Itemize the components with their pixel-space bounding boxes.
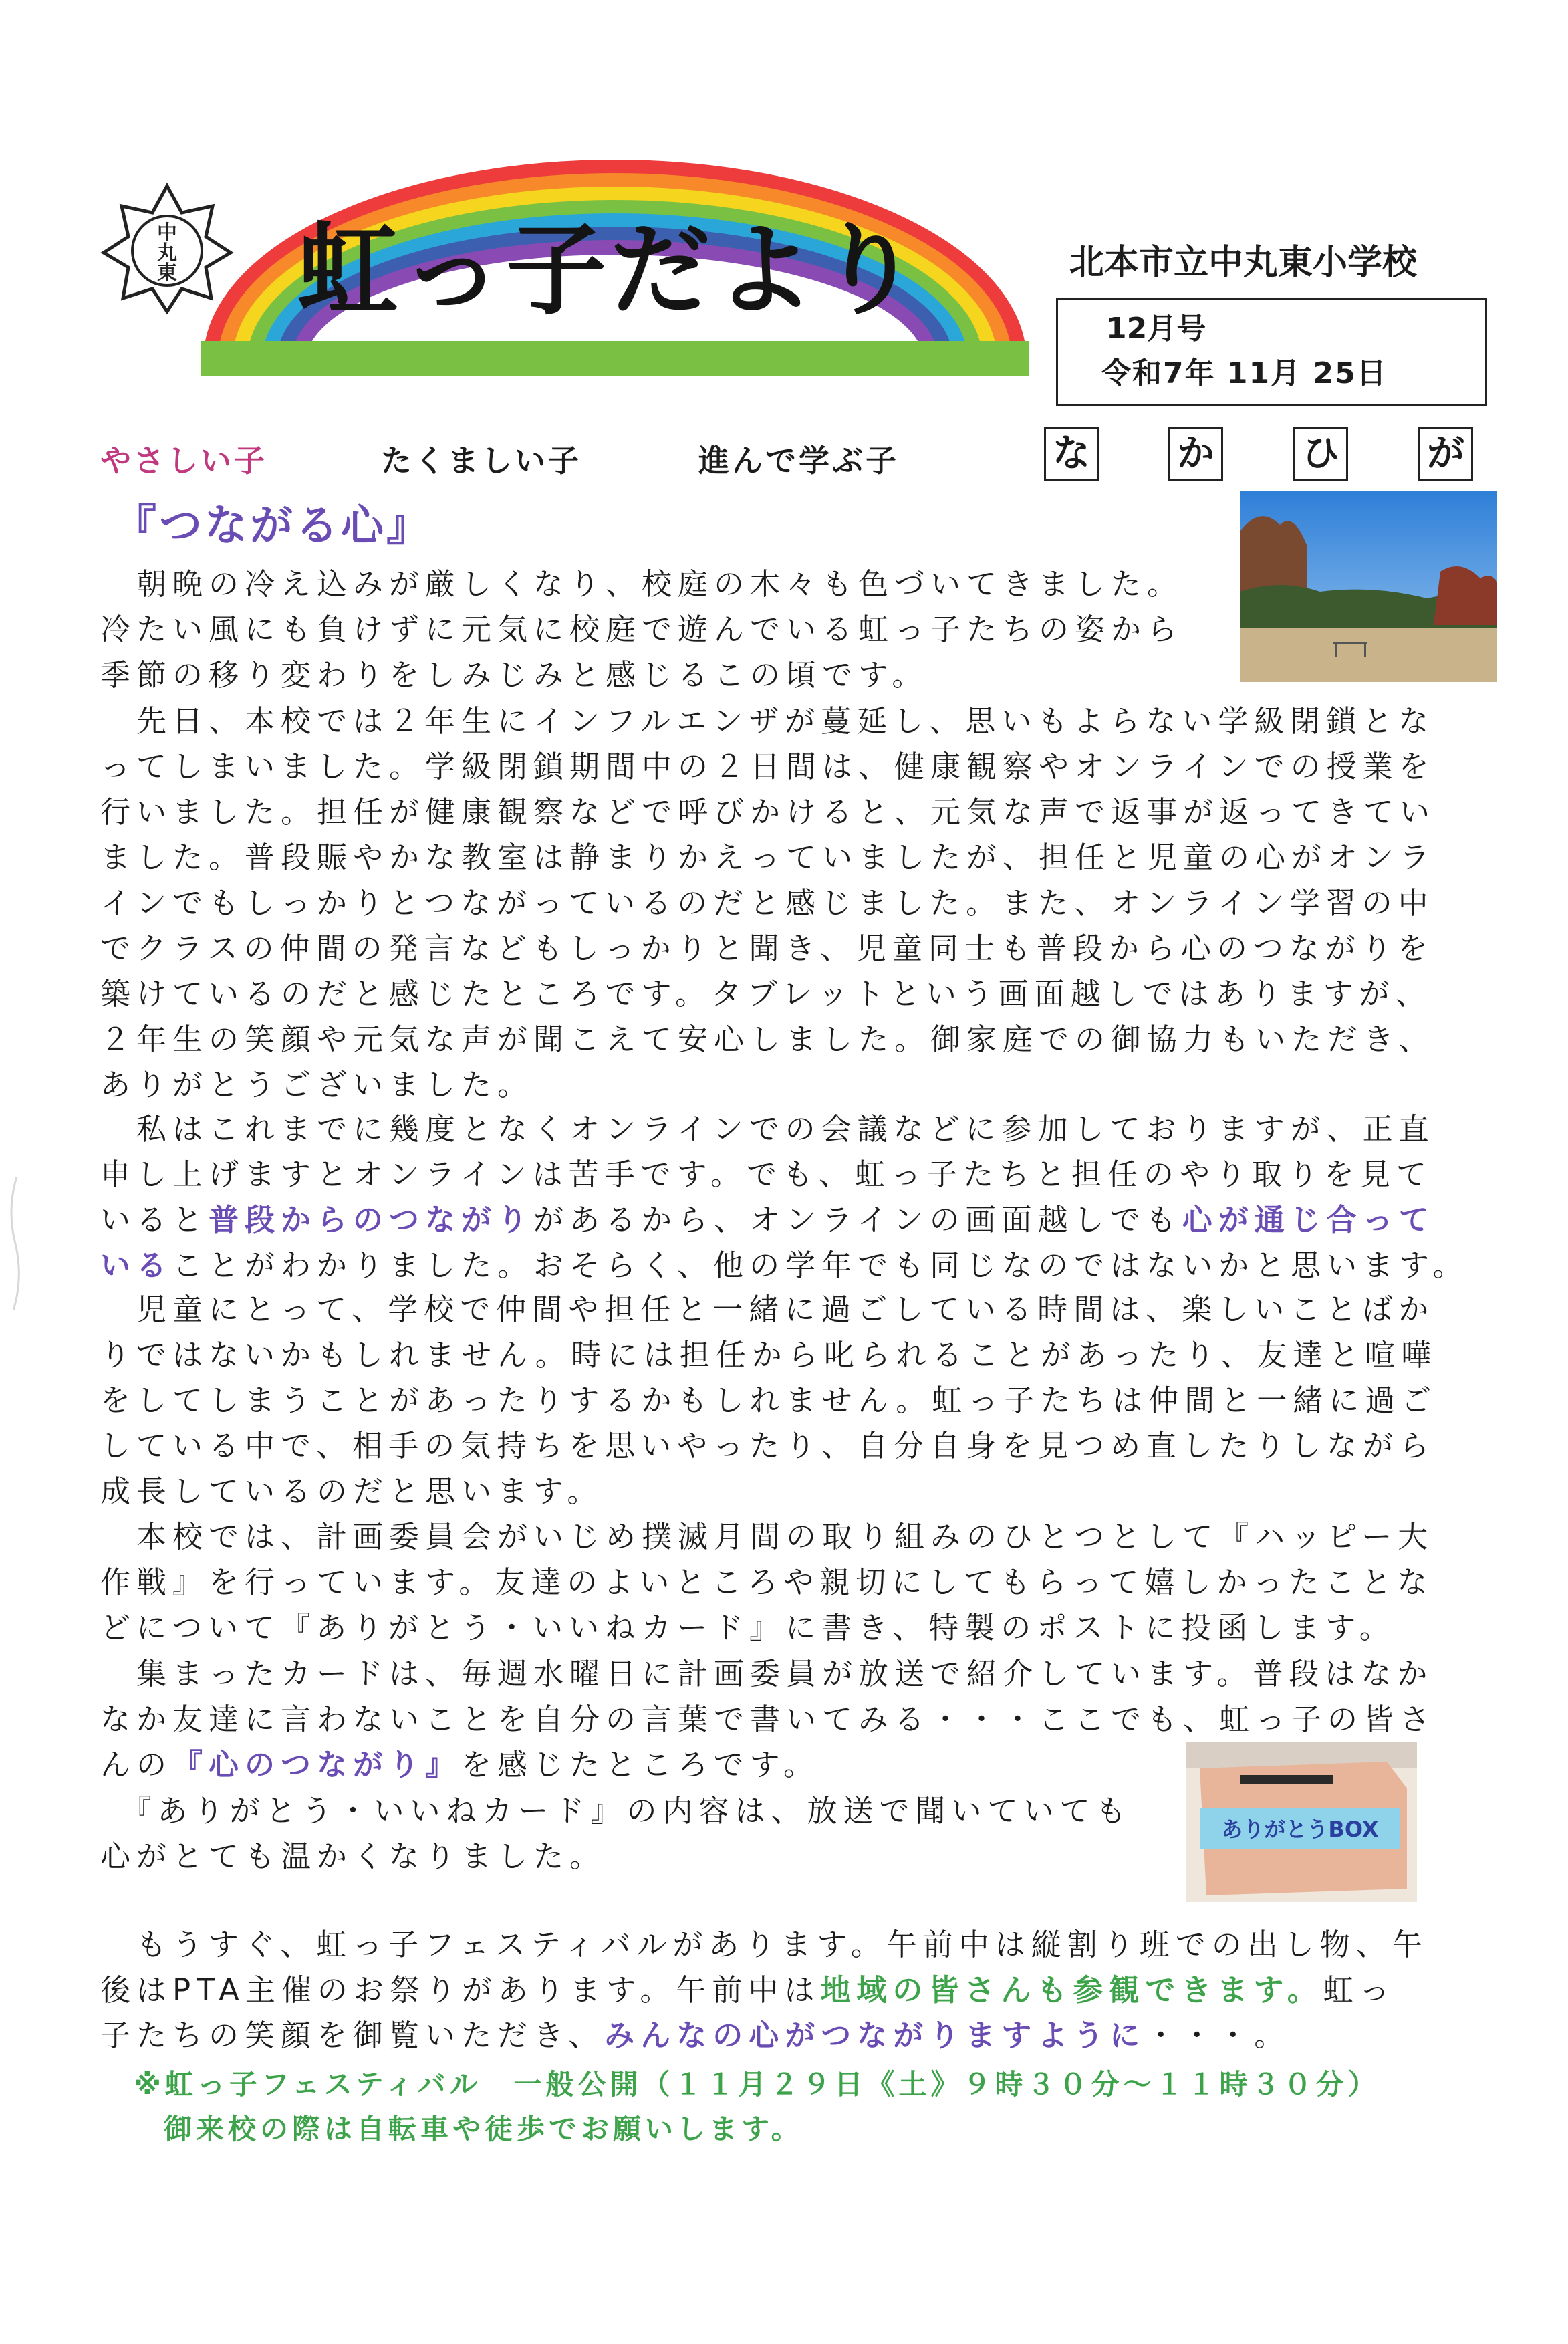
highlight-hearts-wish: みんなの心がつながりますように xyxy=(604,2018,1146,2053)
newsletter-title: 虹っ子だより xyxy=(297,213,924,329)
highlight-heart-connection: 『心のつながり』 xyxy=(172,1747,462,1782)
paragraph-4: 児童にとって、学校で仲間や担任と一緒に過ごしている時間は、楽しいことばか りではないかもしれません。時には担任から叱られることがあったり、友達と喧嘩 をしてしまうことがあったりするかもしれません。虹っ子たちは仲間と一緒に過ご している中で、相手の気持ちを思いやったり、自分自身を見つめ直したりしながら 成長しているのだと思います。 xyxy=(100,1292,1438,1509)
scan-edge-mark xyxy=(3,1177,30,1310)
paragraph-3: 私はこれまでに幾度となくオンラインでの会議などに参加しておりますが、正直 申し上げますとオンラインは苦手です。でも、虹っ子たちと担任のやり取りを見て いると普段からのつながりがあるから、オンラインの画面越しでも心が通じ合って いることがわかりました。おそらく、他の学年でも同じなのではないかと思います。 xyxy=(100,1111,1469,1283)
nakahiga-box-na: な xyxy=(1044,427,1099,481)
arigatou-box-photo xyxy=(1186,1742,1417,1902)
highlight-everyday-connection: 普段からのつながり xyxy=(209,1202,534,1238)
paragraph-1: 朝晩の冷え込みが厳しくなり、校庭の木々も色づいてきました。 冷たい風にも負けずに元気に校庭で遊んでいる虹っ子たちの姿から 季節の移り変わりをしみじみと感じるこの頃です。 xyxy=(100,566,1184,693)
festival-note: ※虹っ子フェスティバル 一般公開（１１月２９日《土》９時３０分～１１時３０分） xyxy=(134,2068,1380,2101)
visit-note: 御来校の際は自転車や徒歩でお願いします。 xyxy=(164,2113,803,2145)
paragraph-2: 先日、本校では２年生にインフルエンザが蔓延し、思いもよらない学級閉鎖とな ってしまいました。学級閉鎖期間中の２日間は、健康観察やオンラインでの授業を 行いました。担任が健康観察などで呼びかけると、元気な声で返事が返ってきてい ました。普段賑やかな教室は静まりかえっていましたが、担任と児童の心がオンラ インでもしっかりとつながっているのだと感じました。また、オンライン学習の中 でクラスの仲間の発言などもしっかりと聞き、児童同士も普段から心のつながりを 築けているのだと感じたところです。タブレットという画面越しではありますが、 ２年生の笑顔や元気な声が聞こえて安心しました。御家庭での御協力もいただき、 ありがとうございました。 xyxy=(100,703,1436,1102)
highlight-hearts-connect: 心が通じ合って xyxy=(1182,1202,1435,1238)
nakahiga-box-hi: ひ xyxy=(1293,427,1348,481)
section-title: 『つながる心』 xyxy=(114,501,432,551)
nakahiga-box-ga: が xyxy=(1418,427,1473,481)
paragraph-5: 本校では、計画委員会がいじめ撲滅月間の取り組みのひとつとして『ハッピー大 作戦』を行っています。友達のよいところや親切にしてもらって嬉しかったことな どについて『ありがとう・いいねカード』に書き、特製のポストに投函します。 xyxy=(100,1519,1434,1645)
svg-text:丸: 丸 xyxy=(157,241,177,265)
nakahiga-box-ka: か xyxy=(1168,427,1223,481)
box-sign-label: ありがとうBOX xyxy=(1221,1816,1379,1842)
issue-number: 12月号 xyxy=(1106,312,1206,346)
highlight-community-visit: 地域の皆さんも参観できます。 xyxy=(820,1972,1323,2008)
school-name: 北本市立中丸東小学校 xyxy=(1069,243,1418,283)
svg-text:東: 東 xyxy=(157,261,177,285)
issue-date: 令和7年 11月 25日 xyxy=(1101,356,1388,390)
motto-strong: たくましい子 xyxy=(381,443,581,479)
paragraph-7: 『ありがとう・いいねカード』の内容は、放送で聞いていても 心がとても温かくなりました。 xyxy=(100,1793,1132,1874)
svg-text:中: 中 xyxy=(157,221,177,245)
paragraph-6: 集まったカードは、毎週水曜日に計画委員が放送で紹介しています。普段はなか なか友達に言わないことを自分の言葉で書いてみる・・・ここでも、虹っ子の皆さ んの『心のつながり』を感じたところです。 xyxy=(100,1656,1436,1782)
motto-kind: やさしい子 xyxy=(100,443,267,479)
paragraph-8: もうすぐ、虹っ子フェスティバルがあります。午前中は縦割り班での出し物、午 後はPTA主催のお祭りがあります。午前中は地域の皆さんも参観できます。虹っ 子たちの笑顔を御覧いただき、みんなの心がつながりますように・・・。 xyxy=(100,1927,1428,2053)
motto-learn: 進んで学ぶ子 xyxy=(698,443,899,479)
